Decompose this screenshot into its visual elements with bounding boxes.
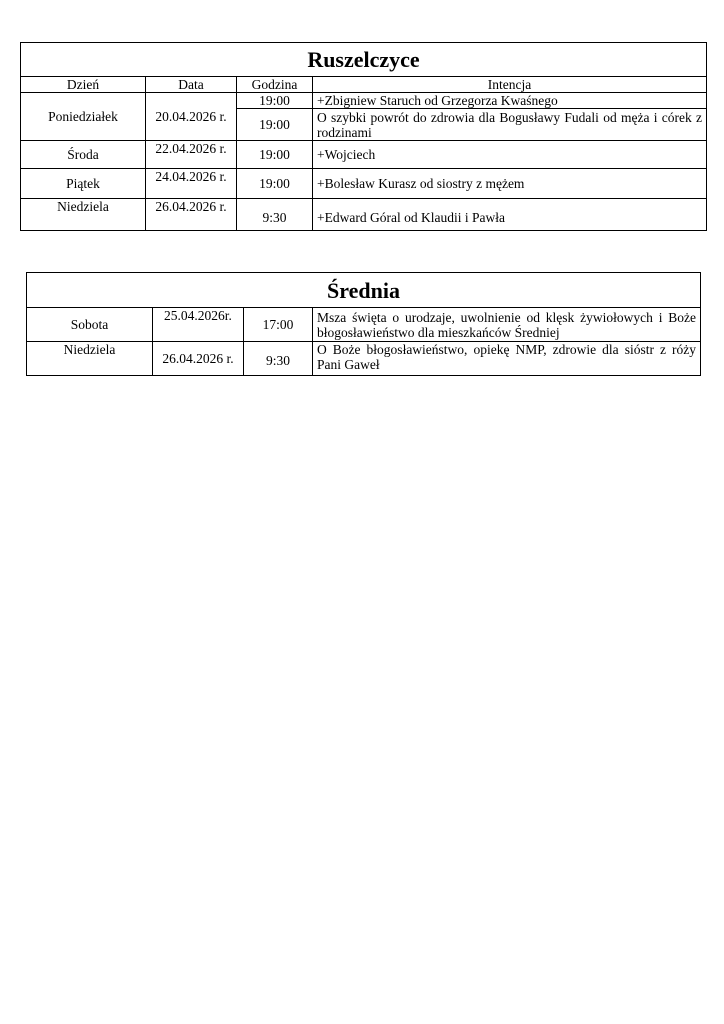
header-intention: Intencja (313, 77, 707, 93)
day-cell: Niedziela (27, 342, 153, 376)
table-row (21, 199, 707, 231)
hour-cell: 19:00 (237, 93, 313, 109)
intention-cell: +Bolesław Kurasz od siostry z mężem (313, 169, 707, 199)
day-cell: Niedziela (21, 199, 146, 231)
hour-cell: 19:00 (237, 109, 313, 141)
srednia-title: Średnia (27, 273, 701, 308)
table-row (21, 169, 707, 199)
srednia-table (26, 272, 701, 376)
header-date: Data (146, 77, 237, 93)
intention-cell: Msza święta o urodzaje, uwolnienie od klęsk żywiołowych i Boże błogosławieństwo dla mieszkańców Średniej (313, 308, 701, 342)
hour-cell: 19:00 (237, 141, 313, 169)
hour-cell: 17:00 (244, 308, 313, 342)
intention-cell: O Boże błogosławieństwo, opiekę NMP, zdrowie dla sióstr z róży Pani Gaweł (313, 342, 701, 376)
ruszelczyce-title: Ruszelczyce (21, 43, 707, 77)
day-cell: Sobota (27, 308, 153, 342)
intention-cell: +Wojciech (313, 141, 707, 169)
table-row (21, 141, 707, 169)
header-hour: Godzina (237, 77, 313, 93)
date-cell: 24.04.2026 r. (146, 169, 237, 199)
hour-cell: 9:30 (244, 342, 313, 376)
date-cell: 25.04.2026r. (153, 308, 244, 342)
table-row (27, 342, 701, 376)
hour-cell: 9:30 (237, 199, 313, 231)
table-row (27, 308, 701, 342)
intention-cell: +Edward Góral od Klaudii i Pawła (313, 199, 707, 231)
date-cell: 26.04.2026 r. (153, 342, 244, 376)
day-cell: Piątek (21, 169, 146, 199)
intention-cell: +Zbigniew Staruch od Grzegorza Kwaśnego (313, 93, 707, 109)
day-cell: Środa (21, 141, 146, 169)
date-cell: 20.04.2026 r. (146, 93, 237, 141)
hour-cell: 19:00 (237, 169, 313, 199)
date-cell: 22.04.2026 r. (146, 141, 237, 169)
day-cell: Poniedziałek (21, 93, 146, 141)
ruszelczyce-table (20, 42, 707, 231)
table-row (21, 93, 707, 109)
intention-cell: O szybki powrót do zdrowia dla Bogusławy Fudali od męża i córek z rodzinami (313, 109, 707, 141)
date-cell: 26.04.2026 r. (146, 199, 237, 231)
header-day: Dzień (21, 77, 146, 93)
